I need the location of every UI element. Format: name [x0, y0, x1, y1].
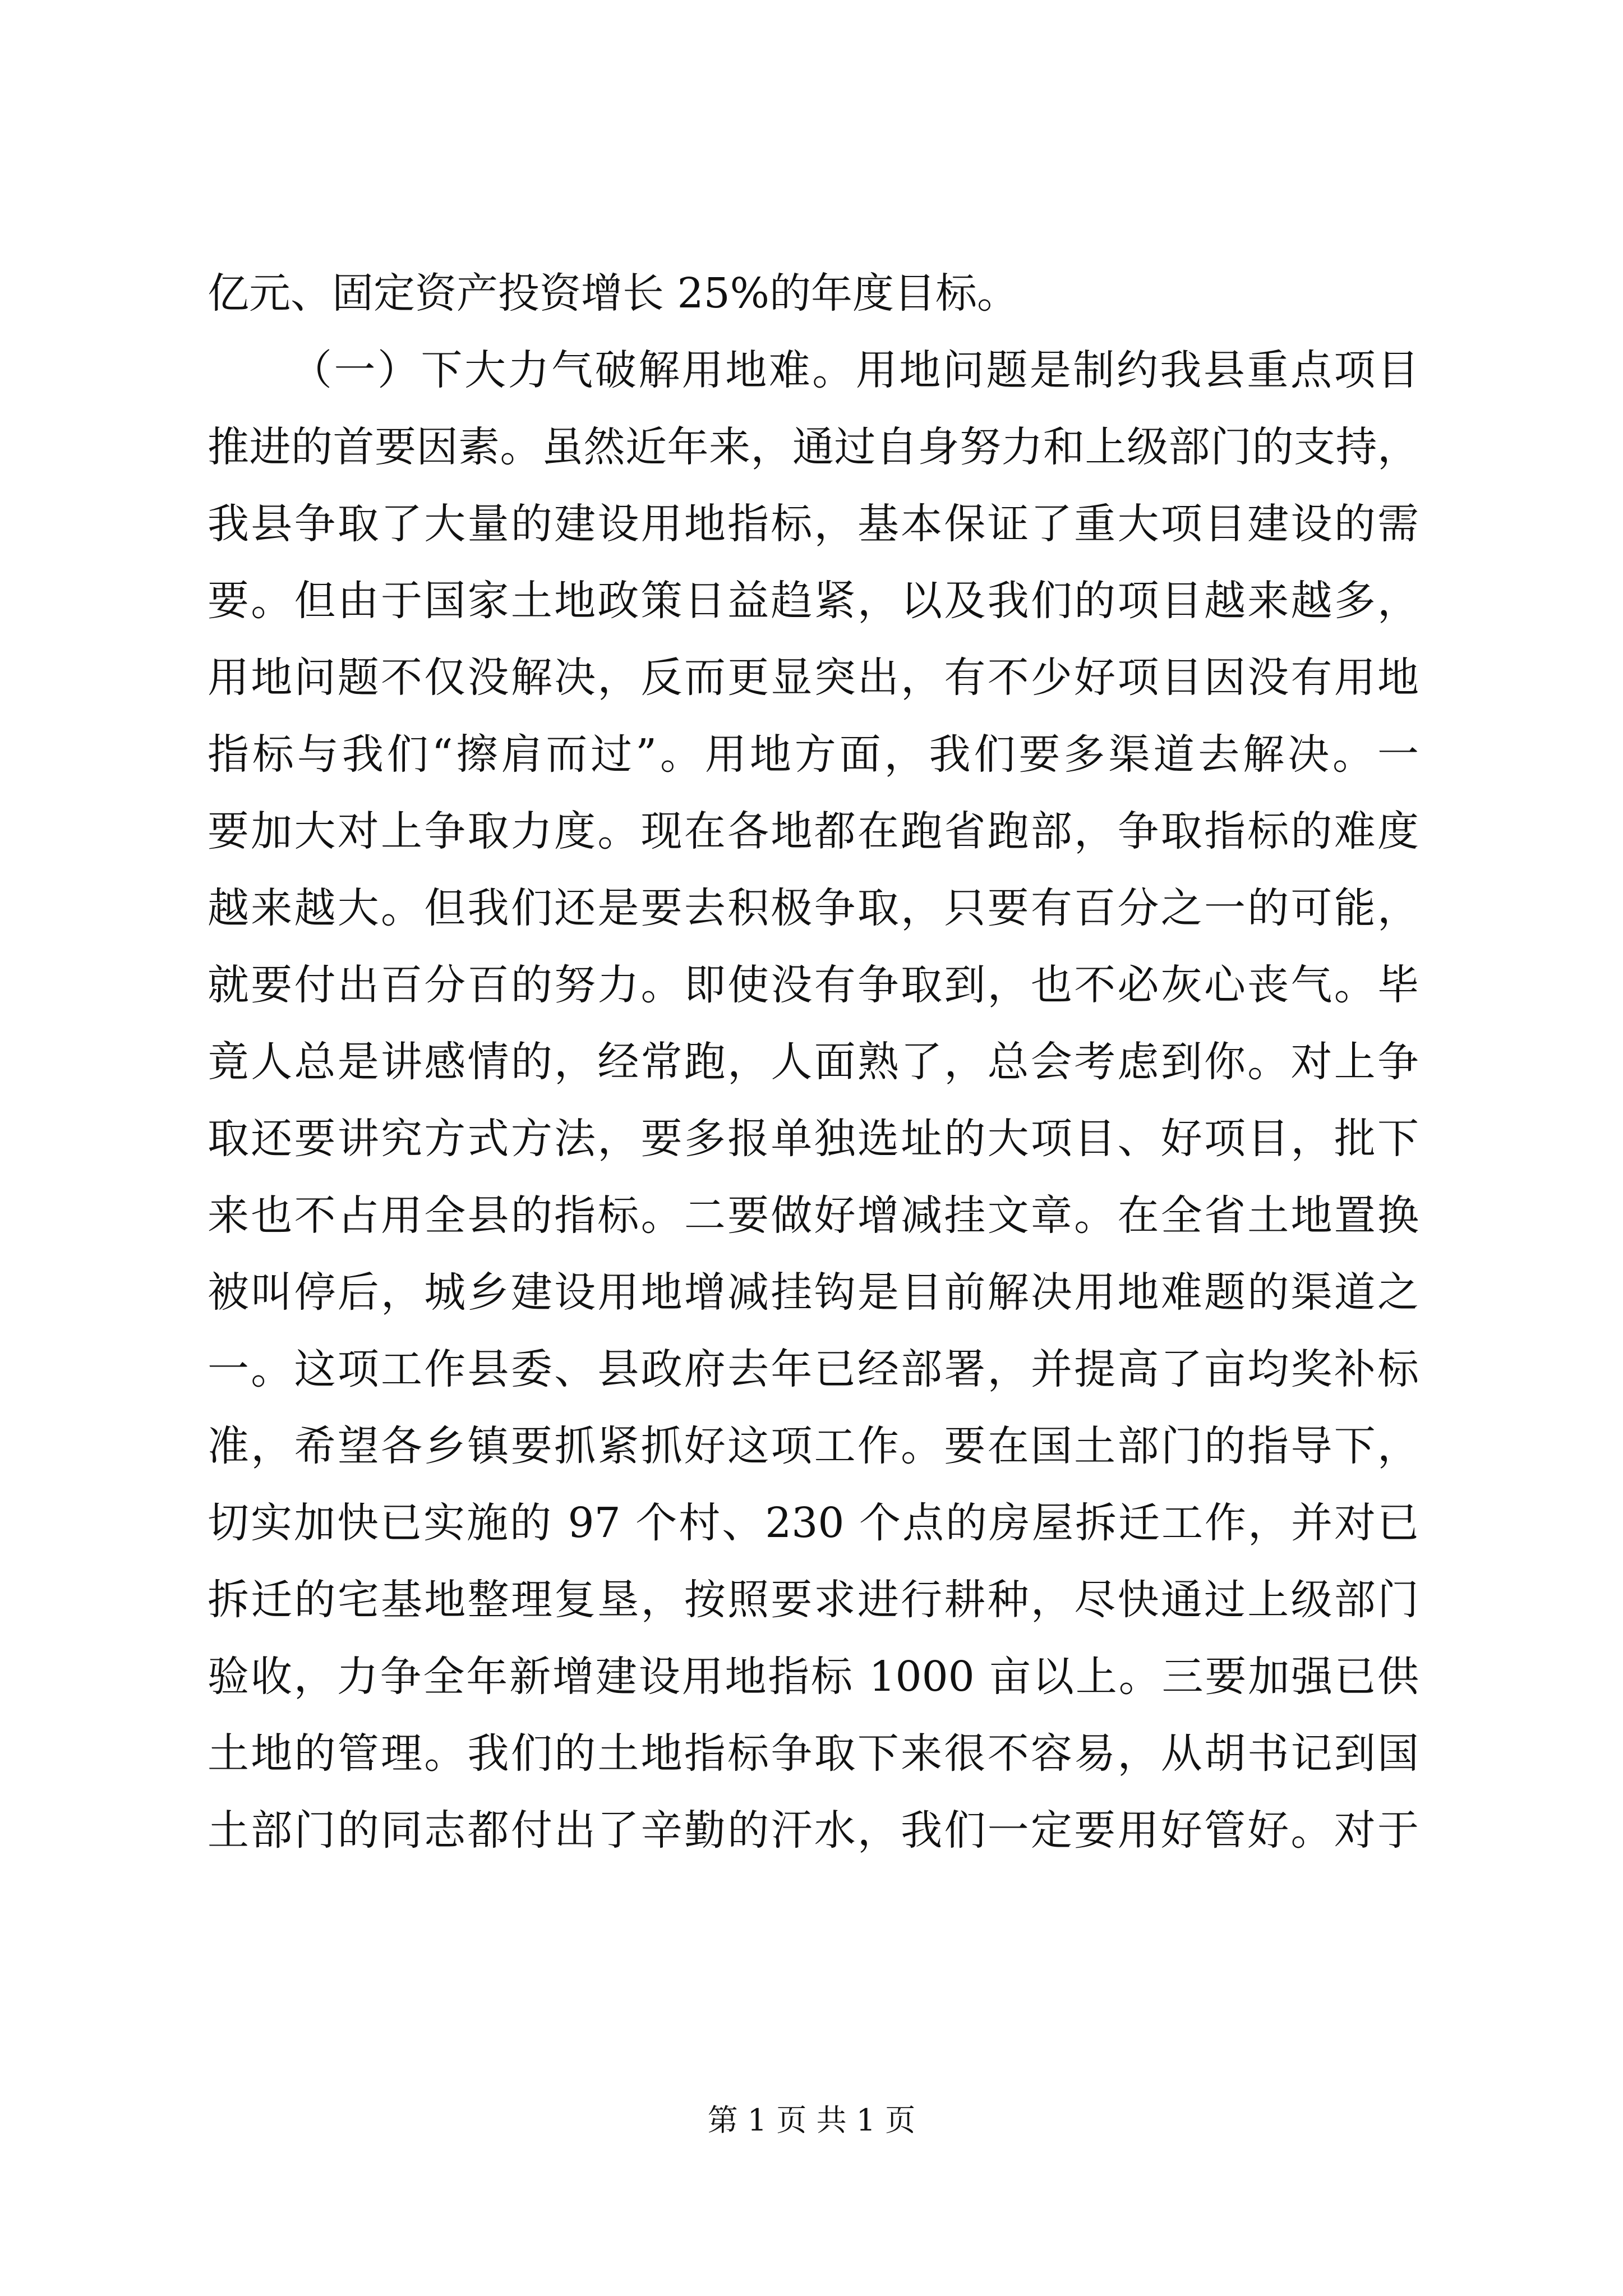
paragraph-2-line-13: 被叫停后，城乡建设用地增减挂钩是目前解决用地难题的渠道之 — [208, 1268, 1419, 1317]
paragraph-2-line-3: 我县争取了大量的建设用地指标，基本保证了重大项目建设的需 — [208, 500, 1419, 548]
paragraph-2-line-11: 取还要讲究方式方法，要多报单独选址的大项目、好项目，批下 — [208, 1115, 1419, 1163]
paragraph-2-line-4: 要。但由于国家土地政策日益趋紧，以及我们的项目越来越多， — [208, 577, 1419, 625]
paragraph-2-line-18: 验收，力争全年新增建设用地指标 1000 亩以上。三要加强已供 — [208, 1653, 1419, 1701]
paragraph-2-line-7: 要加大对上争取力度。现在各地都在跑省跑部，争取指标的难度 — [208, 807, 1419, 855]
paragraph-2-line-6: 指标与我们“擦肩而过”。用地方面，我们要多渠道去解决。一 — [208, 730, 1419, 779]
paragraph-2-line-12: 来也不占用全县的指标。二要做好增减挂文章。在全省土地置换 — [208, 1191, 1419, 1240]
paragraph-2-line-20: 土部门的同志都付出了辛勤的汗水，我们一定要用好管好。对于 — [208, 1806, 1419, 1855]
page-footer — [0, 2098, 1623, 2143]
paragraph-2-line-9: 就要付出百分百的努力。即使没有争取到，也不必灰心丧气。毕 — [208, 961, 1419, 1009]
page-number-label: 第 1 页 共 1 页 — [707, 2102, 916, 2138]
paragraph-2-line-15: 准，希望各乡镇要抓紧抓好这项工作。要在国土部门的指导下， — [208, 1422, 1419, 1470]
paragraph-2-line-17: 拆迁的宅基地整理复垦，按照要求进行耕种，尽快通过上级部门 — [208, 1576, 1419, 1624]
paragraph-2-line-14: 一。这项工作县委、县政府去年已经部署，并提高了亩均奖补标 — [208, 1345, 1419, 1393]
paragraph-2-line-2: 推进的首要因素。虽然近年来，通过自身努力和上级部门的支持， — [208, 423, 1419, 471]
paragraph-2-line-19: 土地的管理。我们的土地指标争取下来很不容易，从胡书记到国 — [208, 1729, 1419, 1778]
paragraph-2-line-1: （一）下大力气破解用地难。用地问题是制约我县重点项目 — [291, 346, 1419, 394]
paragraph-2-line-5: 用地问题不仅没解决，反而更显突出，有不少好项目因没有用地 — [208, 654, 1419, 702]
document-body — [208, 255, 1419, 1869]
paragraph-2-line-10: 竟人总是讲感情的，经常跑，人面熟了，总会考虑到你。对上争 — [208, 1038, 1419, 1086]
paragraph-2-line-8: 越来越大。但我们还是要去积极争取，只要有百分之一的可能， — [208, 884, 1419, 932]
paragraph-1-line-1: 亿元、固定资产投资增长 25%的年度目标。 — [208, 269, 1018, 318]
paragraph-2-line-16: 切实加快已实施的 97 个村、230 个点的房屋拆迁工作，并对已 — [208, 1499, 1419, 1547]
